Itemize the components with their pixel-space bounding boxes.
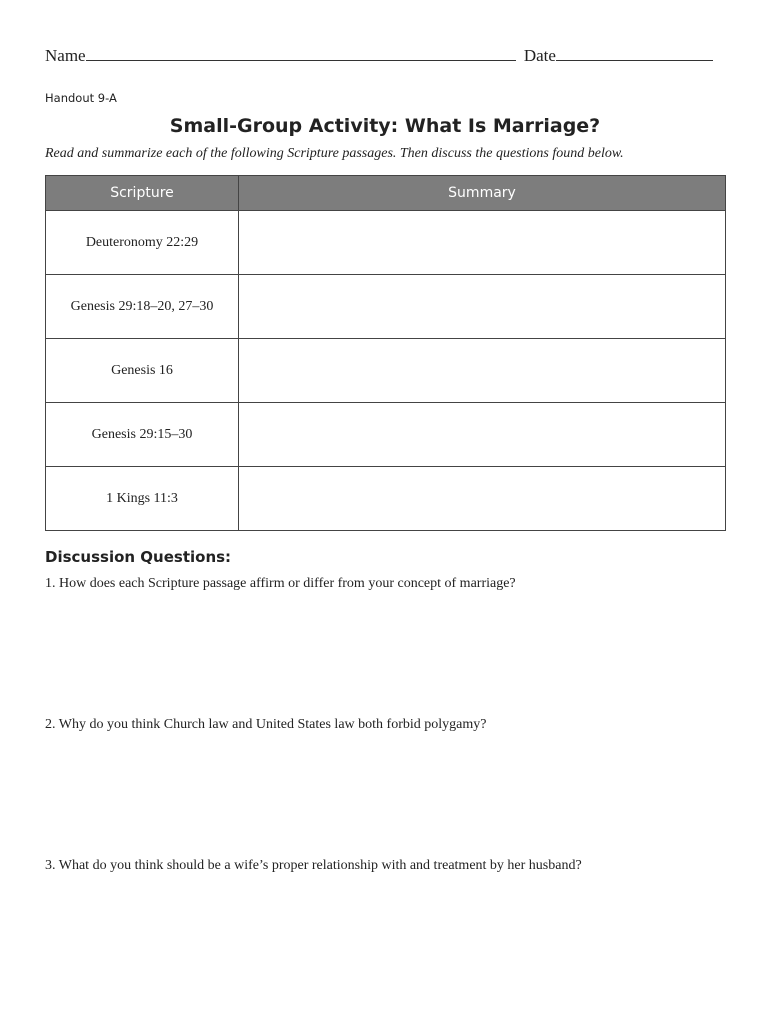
handout-label: Handout 9-A — [45, 91, 117, 105]
discussion-heading: Discussion Questions: — [45, 548, 232, 566]
name-field[interactable] — [86, 44, 516, 61]
scripture-cell: Genesis 29:18–20, 27–30 — [46, 275, 239, 339]
scripture-cell: Deuteronomy 22:29 — [46, 211, 239, 275]
table-row — [46, 467, 726, 531]
page-title: Small-Group Activity: What Is Marriage? — [169, 115, 601, 137]
summary-cell[interactable] — [239, 275, 726, 339]
summary-cell[interactable] — [239, 211, 726, 275]
summary-cell[interactable] — [239, 339, 726, 403]
table-row — [46, 275, 726, 339]
table-header-row — [46, 176, 726, 211]
question-1: 1. How does each Scripture passage affirm or differ from your concept of marriage? — [45, 576, 516, 591]
instructions: Read and summarize each of the following Scripture passages. Then discuss the questions found below. — [45, 146, 624, 161]
scripture-cell: Genesis 29:15–30 — [46, 403, 239, 467]
table-row — [46, 339, 726, 403]
table-row — [46, 403, 726, 467]
name-date-line — [45, 44, 713, 66]
summary-cell[interactable] — [239, 403, 726, 467]
summary-cell[interactable] — [239, 467, 726, 531]
scripture-cell: 1 Kings 11:3 — [46, 467, 239, 531]
question-2: 2. Why do you think Church law and United States law both forbid polygamy? — [45, 717, 487, 732]
header-scripture: Scripture — [46, 176, 239, 211]
scripture-cell: Genesis 16 — [46, 339, 239, 403]
date-field[interactable] — [556, 44, 713, 61]
date-label: Date — [523, 46, 556, 65]
scripture-table — [45, 175, 726, 531]
table-row — [46, 211, 726, 275]
header-summary: Summary — [239, 176, 726, 211]
question-3: 3. What do you think should be a wife’s proper relationship with and treatment by her husband? — [45, 858, 582, 873]
name-label: Name — [45, 46, 86, 65]
